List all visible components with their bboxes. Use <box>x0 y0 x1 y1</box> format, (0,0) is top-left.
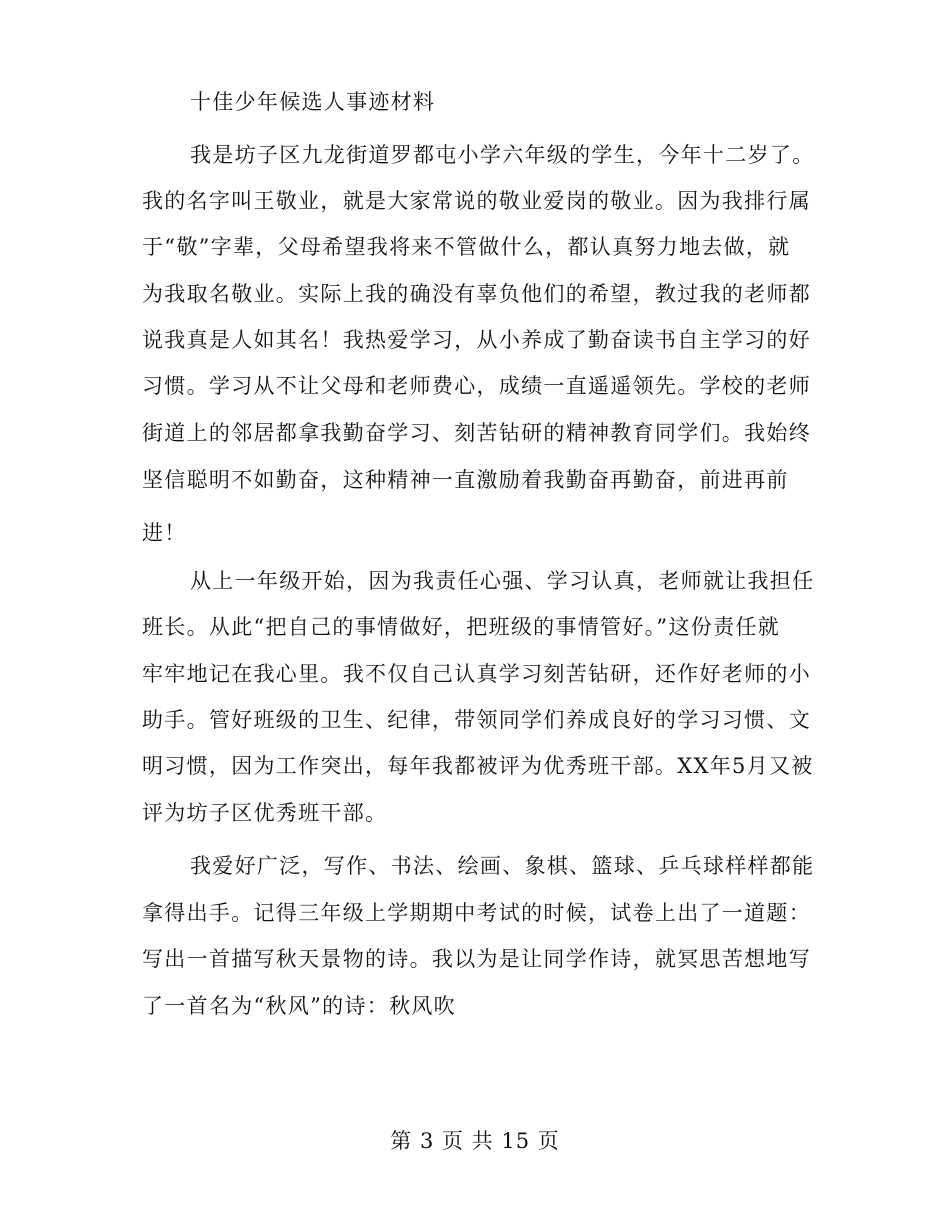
body-line <box>0 181 950 221</box>
body-line <box>0 227 950 267</box>
body-text: 说我真是人如其名！我热爱学习，从小养成了勤奋读书自主学习的好 <box>142 328 811 352</box>
body-text: 拿得出手。记得三年级上学期期中考试的时候，试卷上出了一道题： <box>142 901 811 925</box>
body-text: 坚信聪明不如勤奋，这种精神一直激励着我勤奋再勤奋，前进再前 <box>142 468 789 492</box>
body-text: 习惯。学习从不让父母和老师费心，成绩一直遥遥领先。学校的老师 <box>142 374 811 398</box>
body-line <box>0 366 950 406</box>
body-text: 从上一年级开始，因为我责任心强、学习认真，老师就让我担任 <box>190 569 815 593</box>
body-text: 班长。从此“把自己的事情做好，把班级的事情管好。”这份责任就 <box>142 615 780 639</box>
body-text: 我的名字叫王敬业，就是大家常说的敬业爱岗的敬业。因为我排行属 <box>142 189 811 213</box>
body-line <box>0 893 950 933</box>
page-number-footer: 第 3 页 共 15 页 <box>390 1129 560 1153</box>
body-text: 写出一首描写秋天景物的诗。我以为是让同学作诗，就冥思苦想地写 <box>142 947 811 971</box>
body-line <box>0 135 950 175</box>
body-line <box>0 700 950 740</box>
body-line <box>0 986 950 1026</box>
body-text: 进！ <box>142 521 187 545</box>
body-text: 街道上的邻居都拿我勤奋学习、刻苦钻研的精神教育同学们。我始终 <box>142 421 811 445</box>
body-line <box>0 320 950 360</box>
document-title: 十佳少年候选人事迹材料 <box>190 90 436 114</box>
body-line <box>0 413 950 453</box>
body-line <box>0 939 950 979</box>
body-line <box>0 607 950 647</box>
body-line <box>0 793 950 833</box>
body-text: 为我取名敬业。实际上我的确没有辜负他们的希望，教过我的老师都 <box>142 282 811 306</box>
body-text: 助手。管好班级的卫生、纪律，带领同学们养成良好的学习习惯、文 <box>142 708 811 732</box>
body-text: 评为坊子区优秀班干部。 <box>142 801 388 825</box>
body-line <box>0 513 950 553</box>
body-text: 了一首名为“秋风”的诗：秋风吹 <box>142 994 456 1018</box>
body-line <box>0 460 950 500</box>
body-text: 牢牢地记在我心里。我不仅自己认真学习刻苦钻研，还作好老师的小 <box>142 662 811 686</box>
body-line <box>0 654 950 694</box>
body-line <box>0 846 950 886</box>
body-line <box>0 746 950 786</box>
document-title-line <box>0 82 950 122</box>
body-text: 明习惯，因为工作突出，每年我都被评为优秀班干部。XX年5月又被 <box>142 754 814 778</box>
body-line <box>0 274 950 314</box>
body-text: 我是坊子区九龙街道罗都屯小学六年级的学生，今年十二岁了。 <box>190 143 815 167</box>
body-text: 我爱好广泛，写作、书法、绘画、象棋、篮球、乒乓球样样都能 <box>190 854 815 878</box>
body-line <box>0 561 950 601</box>
body-text: 于“敬”字辈，父母希望我将来不管做什么，都认真努力地去做，就 <box>142 235 791 259</box>
